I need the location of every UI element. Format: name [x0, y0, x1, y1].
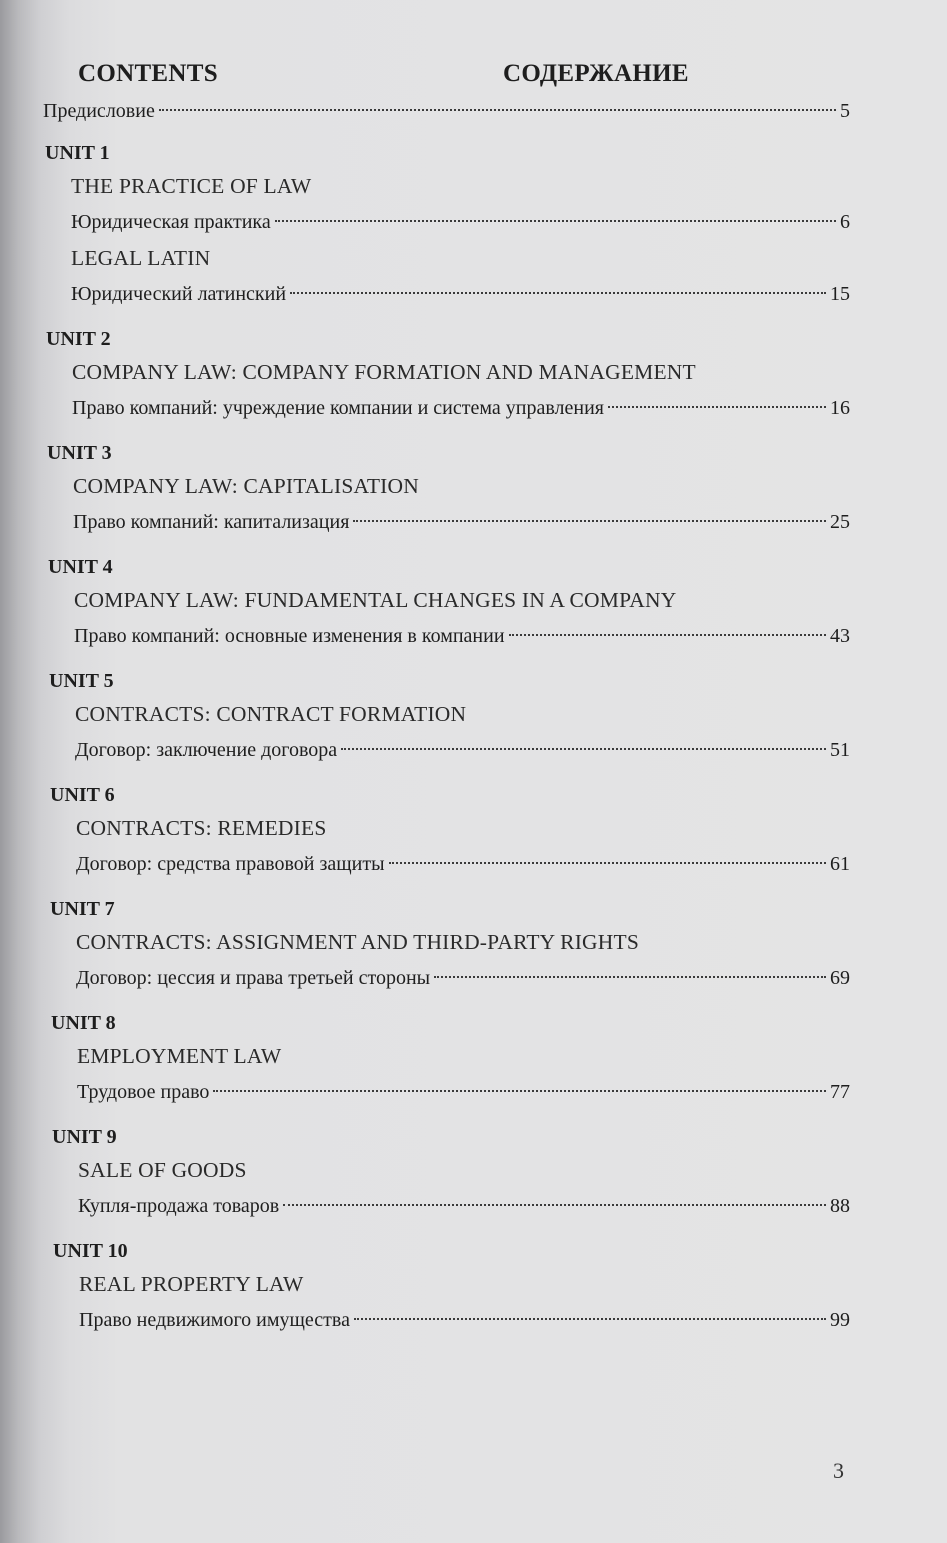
toc-entry-page: 15 — [830, 283, 850, 305]
unit-block — [0, 1008, 947, 1110]
dot-leader — [283, 1204, 826, 1206]
unit-title: COMPANY LAW: COMPANY FORMATION AND MANAGEMENT — [72, 360, 696, 384]
dot-leader — [354, 1318, 826, 1320]
unit-title: CONTRACTS: REMEDIES — [76, 816, 327, 840]
unit-block — [0, 324, 947, 426]
toc-entry-label: Юридическая практика — [71, 211, 271, 233]
toc-entry-label: Купля-продажа товаров — [78, 1195, 280, 1217]
toc-entry-label: Трудовое право — [77, 1081, 210, 1103]
preface-page: 5 — [840, 100, 850, 122]
toc-entry-page: 88 — [830, 1195, 850, 1217]
unit-block — [0, 780, 947, 882]
dot-leader — [353, 520, 826, 522]
dot-leader — [434, 976, 826, 978]
unit-label: UNIT 3 — [47, 442, 112, 464]
toc-entry-page: 99 — [830, 1309, 850, 1331]
toc-entry — [75, 732, 850, 768]
toc-entry — [77, 1074, 850, 1110]
unit-list — [0, 138, 947, 1338]
unit-label: UNIT 9 — [52, 1126, 117, 1148]
table-of-contents — [0, 96, 947, 1338]
toc-entry-page: 51 — [830, 739, 850, 761]
toc-entry-label: Юридический латинский — [71, 283, 287, 305]
unit-title: CONTRACTS: CONTRACT FORMATION — [75, 702, 467, 726]
unit-title: COMPANY LAW: FUNDAMENTAL CHANGES IN A COMPANY — [74, 588, 677, 612]
preface-label: Предисловие — [43, 100, 155, 122]
toc-entry-label: Договор: цессия и права третьей стороны — [76, 967, 431, 989]
toc-entry — [71, 204, 850, 240]
toc-entry — [74, 618, 850, 654]
unit-block — [0, 666, 947, 768]
unit-title: CONTRACTS: ASSIGNMENT AND THIRD-PARTY RIGHTS — [76, 930, 640, 954]
unit-block — [0, 438, 947, 540]
toc-entry-page: 43 — [830, 625, 850, 647]
toc-entry-page: 77 — [830, 1081, 850, 1103]
page-number: 3 — [833, 1458, 844, 1483]
toc-entry-label: Право компаний: учреждение компании и система управления — [72, 397, 605, 419]
unit-label: UNIT 4 — [48, 556, 113, 578]
toc-entry — [73, 504, 850, 540]
unit-title: REAL PROPERTY LAW — [79, 1272, 304, 1296]
toc-entry — [78, 1188, 850, 1224]
toc-entry-page: 61 — [830, 853, 850, 875]
unit-label: UNIT 2 — [46, 328, 111, 350]
toc-entry-label: Право компаний: капитализация — [73, 511, 350, 533]
unit-title: SALE OF GOODS — [78, 1158, 247, 1182]
dot-leader — [389, 862, 826, 864]
unit-block — [0, 552, 947, 654]
unit-title: LEGAL LATIN — [71, 246, 211, 270]
unit-title: EMPLOYMENT LAW — [77, 1044, 282, 1068]
toc-entry-label: Договор: средства правовой защиты — [76, 853, 385, 875]
toc-entry — [76, 960, 850, 996]
unit-label: UNIT 6 — [50, 784, 115, 806]
toc-entry-page: 6 — [840, 211, 850, 233]
unit-block — [0, 138, 947, 312]
unit-label: UNIT 8 — [51, 1012, 116, 1034]
dot-leader — [341, 748, 826, 750]
toc-entry-page: 25 — [830, 511, 850, 533]
dot-leader — [213, 1090, 826, 1092]
unit-label: UNIT 7 — [50, 898, 115, 920]
dot-leader — [608, 406, 826, 408]
unit-block — [0, 1122, 947, 1224]
toc-entry-page: 69 — [830, 967, 850, 989]
toc-entry-label: Право недвижимого имущества — [79, 1309, 350, 1331]
dot-leader — [159, 109, 836, 111]
dot-leader — [290, 292, 826, 294]
toc-entry-label: Право компаний: основные изменения в компании — [74, 625, 505, 647]
unit-label: UNIT 1 — [45, 142, 110, 164]
contents-heading-english: CONTENTS — [78, 60, 218, 87]
unit-block — [0, 894, 947, 996]
contents-header — [0, 60, 947, 90]
unit-label: UNIT 10 — [53, 1240, 128, 1262]
unit-label: UNIT 5 — [49, 670, 114, 692]
unit-title: COMPANY LAW: CAPITALISATION — [73, 474, 419, 498]
unit-title: THE PRACTICE OF LAW — [71, 174, 312, 198]
toc-entry-page: 16 — [830, 397, 850, 419]
unit-block — [0, 1236, 947, 1338]
preface-entry — [43, 96, 850, 126]
toc-entry — [76, 846, 850, 882]
toc-entry-label: Договор: заключение договора — [75, 739, 338, 761]
toc-entry — [71, 276, 850, 312]
contents-heading-russian: СОДЕРЖАНИЕ — [503, 60, 689, 87]
dot-leader — [509, 634, 826, 636]
toc-entry — [79, 1302, 850, 1338]
toc-entry — [72, 390, 850, 426]
dot-leader — [275, 220, 836, 222]
